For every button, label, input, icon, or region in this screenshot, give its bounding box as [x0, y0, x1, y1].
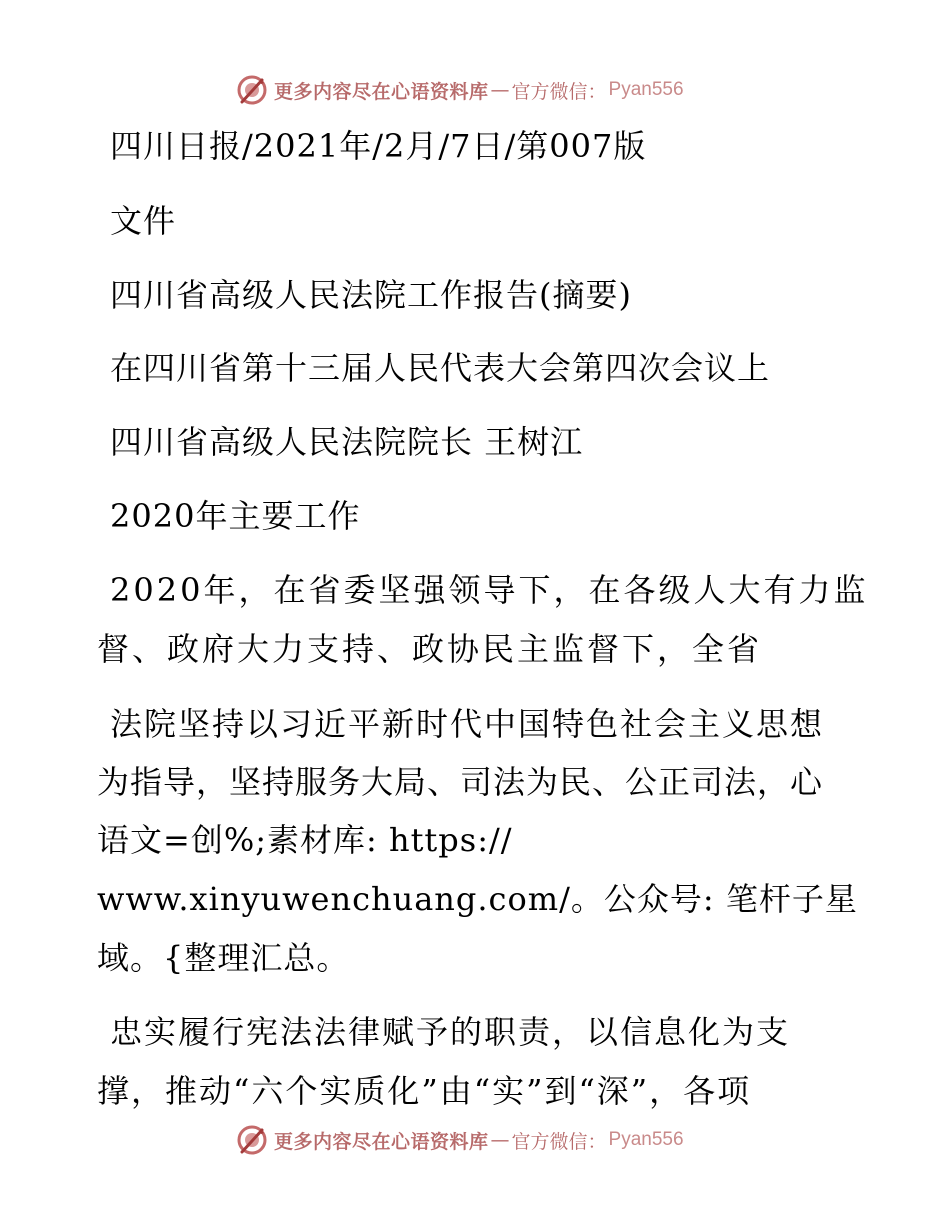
banner-slogan: 更多内容尽在心语资料库: [274, 80, 489, 103]
banner-slogan: 更多内容尽在心语资料库: [274, 1130, 489, 1153]
doc-line-paragraph: www.xinyuwenchuang.com/。公众号: 笔杆子星: [97, 880, 858, 918]
doc-line-paragraph: 域。{整理汇总。: [97, 939, 350, 977]
doc-line-paragraph: 督、政府大力支持、政协民主监督下，全省: [97, 630, 763, 668]
banner-official-label: 官方微信：: [511, 1130, 607, 1153]
doc-line-paragraph: 法院坚持以习近平新时代中国特色社会主义思想: [110, 705, 825, 743]
footer-banner: [236, 1123, 684, 1157]
doc-line-section-heading: 2020年主要工作: [110, 497, 361, 535]
doc-line-paragraph: 2020年，在省委坚强领导下，在各级人大有力监: [110, 571, 869, 609]
pen-logo-icon: [236, 74, 268, 106]
doc-line-author: 四川省高级人民法院院长 王树江: [110, 423, 584, 461]
banner-separator: —: [490, 1129, 510, 1151]
header-banner: [236, 73, 684, 107]
doc-line-occasion: 在四川省第十三届人民代表大会第四次会议上: [110, 349, 771, 387]
doc-line-paragraph: 忠实履行宪法法律赋予的职责，以信息化为支: [110, 1013, 791, 1051]
banner-wechat-id: Pyan556: [608, 79, 684, 100]
banner-official-label: 官方微信：: [511, 80, 607, 103]
doc-line-paragraph: 撑，推动“六个实质化”由“实”到“深”，各项: [97, 1072, 752, 1110]
doc-line-category: 文件: [110, 202, 177, 240]
pen-logo-icon: [236, 1124, 268, 1156]
doc-line-paragraph: 语文=创%;素材库: https://: [97, 821, 513, 859]
doc-line-title: 四川省高级人民法院工作报告(摘要): [110, 276, 632, 314]
doc-line-source: 四川日报/2021年/2月/7日/第007版: [110, 127, 647, 165]
doc-line-paragraph: 为指导，坚持服务大局、司法为民、公正司法，心: [97, 763, 824, 801]
banner-wechat-id: Pyan556: [608, 1129, 684, 1150]
banner-separator: —: [490, 79, 510, 101]
